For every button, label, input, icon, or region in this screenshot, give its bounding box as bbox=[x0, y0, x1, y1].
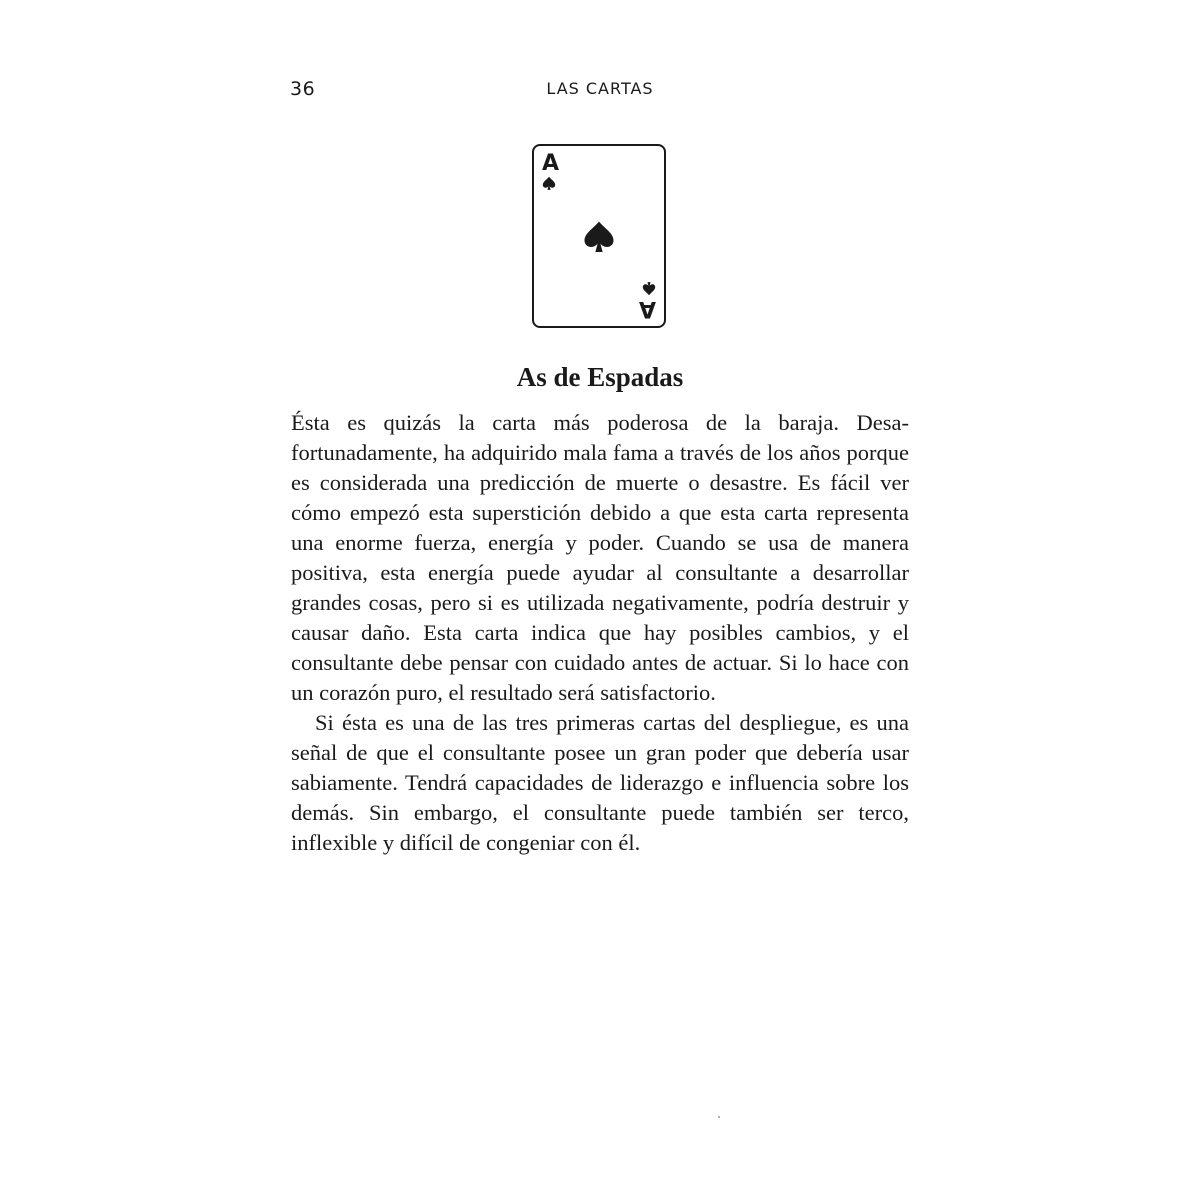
scan-speck bbox=[718, 1116, 720, 1118]
paragraph-2: Si ésta es una de las tres primeras cartas del despliegue, es una señal de que el consultante posee un gran poder que debería usar sabiamente. Tendrá capacidades de liderazgo e influencia sobre los demás. Sin embargo, el consultante puede también ser terco, inflexible y difícil de congeniar con él. bbox=[291, 710, 909, 855]
spade-icon bbox=[643, 282, 655, 295]
body-text bbox=[291, 408, 909, 858]
section-title: As de Espadas bbox=[516, 362, 684, 392]
page-number: 36 bbox=[290, 78, 316, 100]
paragraph-1: Ésta es quizás la carta más poderosa de la baraja. Desafortunadamente, ha adquirido mala fama a través de los años porque es considerada una predicción de muerte o desastre. Es fácil ver cómo empezó esta superstición debido a que esta carta representa una enorme fuerza, energía y poder. Cuando se usa de manera positiva, esta energía puede ayudar al consultante a desarrollar grandes cosas, pero si es utilizada negativamente, podría destruir y causar daño. Esta carta indica que hay posibles cambios, y el consultante debe pensar con cuidado antes de actuar. Si lo hace con un corazón puro, el resultado será satisfactorio. bbox=[291, 410, 909, 705]
card-face bbox=[534, 146, 664, 326]
card-rank-bottom: A bbox=[638, 296, 656, 321]
card-rank-top: A bbox=[542, 151, 560, 176]
ace-of-spades-card bbox=[532, 144, 666, 328]
spade-icon bbox=[543, 177, 555, 190]
spade-icon bbox=[585, 222, 614, 252]
running-head: LAS CARTAS bbox=[546, 79, 654, 98]
